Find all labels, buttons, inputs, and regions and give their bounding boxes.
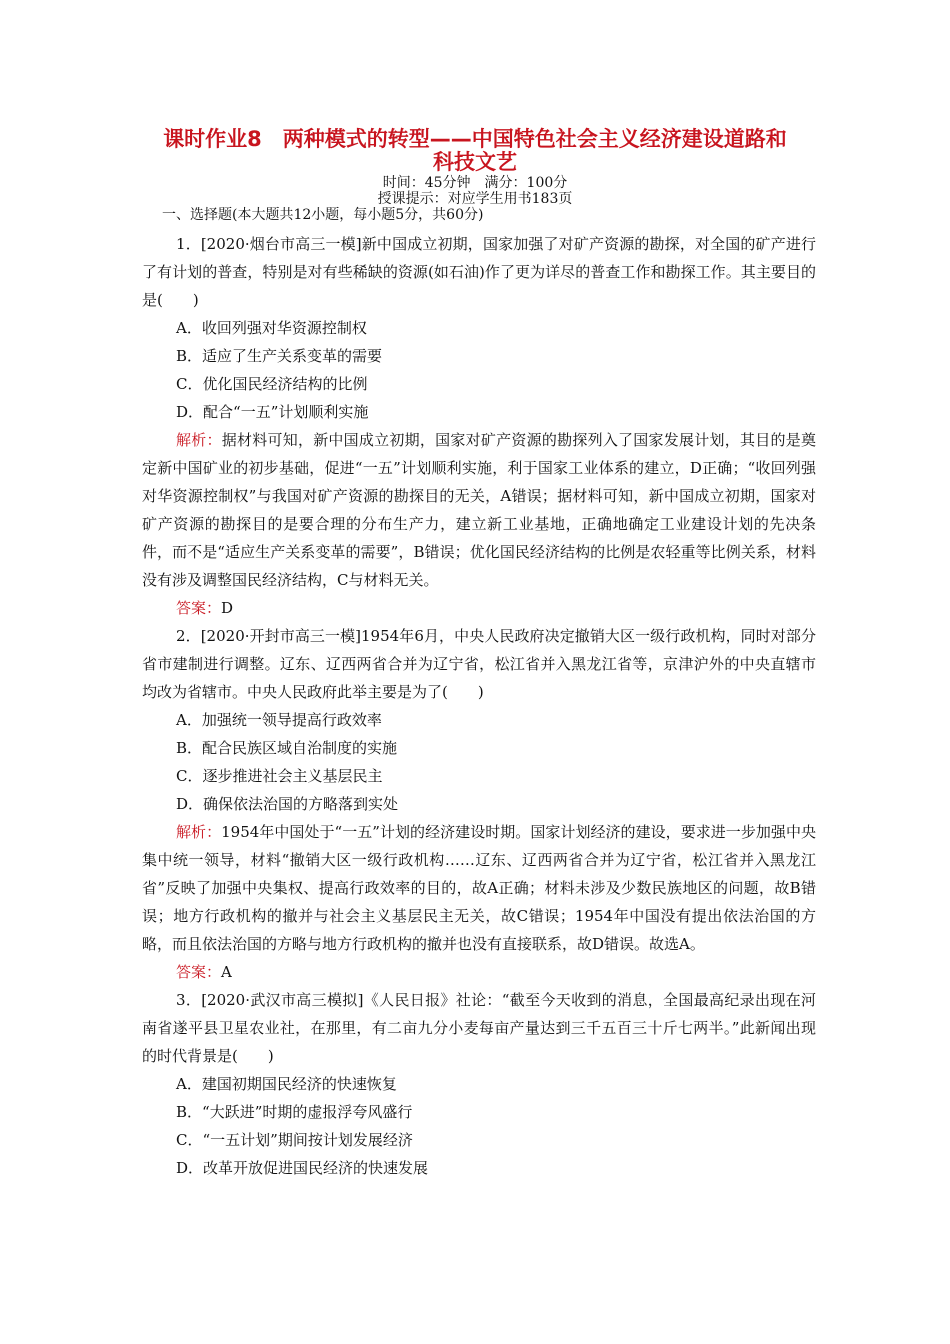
- analysis-label: 解析：: [176, 431, 222, 449]
- time-score-line: 时间：45分钟 满分：100分: [382, 175, 568, 191]
- question-3: [142, 986, 816, 1182]
- option-a: A．收回列强对华资源控制权: [176, 319, 367, 337]
- page-title-line-2: 科技文艺: [433, 150, 517, 174]
- section-heading: 一、选择题(本大题共12小题，每小题5分，共60分): [162, 207, 484, 223]
- analysis-label: 解析：: [176, 823, 222, 841]
- option-b: B．适应了生产关系变革的需要: [176, 347, 383, 365]
- option-c: C．逐步推进社会主义基层民主: [176, 767, 383, 785]
- answer-label: 答案：: [176, 599, 222, 617]
- page-title-line-1: 课时作业8 两种模式的转型——中国特色社会主义经济建设道路和: [163, 127, 787, 151]
- option-b: B．配合民族区域自治制度的实施: [176, 739, 398, 757]
- answer-value: D: [221, 599, 234, 617]
- textbook-hint-line: 授课提示：对应学生用书183页: [377, 191, 573, 207]
- option-d: D．改革开放促进国民经济的快速发展: [176, 1159, 429, 1177]
- option-a: A．建国初期国民经济的快速恢复: [176, 1075, 397, 1093]
- option-b: B．“大跃进”时期的虚报浮夸风盛行: [176, 1103, 413, 1121]
- answer-line: [142, 594, 816, 622]
- answer-value: A: [221, 963, 232, 981]
- option-c: C．优化国民经济结构的比例: [176, 375, 368, 393]
- analysis-paragraph: [142, 426, 816, 594]
- option-c: C．“一五计划”期间按计划发展经济: [176, 1131, 413, 1149]
- option-d: D．配合“一五”计划顺利实施: [176, 403, 369, 421]
- question-stem: 1．[2020·烟台市高三一模]新中国成立初期，国家加强了对矿产资源的勘探，对全国的矿产进行了有计划的普查，特别是对有些稀缺的资源(如石油)作了更为详尽的普查工作和勘探工作。其主要目的是( ): [142, 235, 816, 309]
- analysis-paragraph: [142, 818, 816, 958]
- answer-label: 答案：: [176, 963, 222, 981]
- answer-line: [142, 958, 816, 986]
- question-stem: 2．[2020·开封市高三一模]1954年6月，中央人民政府决定撤销大区一级行政机构，同时对部分省市建制进行调整。辽东、辽西两省合并为辽宁省，松江省并入黑龙江省等，京津沪外的中央直辖市均改为省辖市。中央人民政府此举主要是为了( ): [142, 627, 816, 701]
- analysis-text: 1954年中国处于“一五”计划的经济建设时期。国家计划经济的建设，要求进一步加强中央集中统一领导，材料“撤销大区一级行政机构……辽东、辽西两省合并为辽宁省，松江省并入黑龙江省”反映了加强中央集权、提高行政效率的目的，故A正确；材料未涉及少数民族地区的问题，故B错误；地方行政机构的撤并与社会主义基层民主无关，故C错误；1954年中国没有提出依法治国的方略，而且依法治国的方略与地方行政机构的撤并也没有直接联系，故D错误。故选A。: [142, 823, 816, 953]
- question-1: [142, 230, 816, 622]
- option-a: A．加强统一领导提高行政效率: [176, 711, 382, 729]
- question-2: [142, 622, 816, 986]
- option-d: D．确保依法治国的方略落到实处: [176, 795, 399, 813]
- document-body: [142, 206, 816, 1182]
- question-stem: 3．[2020·武汉市高三模拟]《人民日报》社论：“截至今天收到的消息，全国最高纪录出现在河南省遂平县卫星农业社，在那里，有二亩九分小麦每亩产量达到三千五百三十斤七两半。”此新闻出现的时代背景是( ): [142, 991, 816, 1065]
- analysis-text: 据材料可知，新中国成立初期，国家对矿产资源的勘探列入了国家发展计划，其目的是奠定新中国矿业的初步基础，促进“一五”计划顺利实施，利于国家工业体系的建立，D正确；“收回列强对华资源控制权”与我国对矿产资源的勘探目的无关，A错误；据材料可知，新中国成立初期，国家对矿产资源的勘探目的是要合理的分布生产力，建立新工业基地，正确地确定工业建设计划的先决条件，而不是“适应生产关系变革的需要”，B错误；优化国民经济结构的比例是农轻重等比例关系，材料没有涉及调整国民经济结构，C与材料无关。: [142, 431, 816, 589]
